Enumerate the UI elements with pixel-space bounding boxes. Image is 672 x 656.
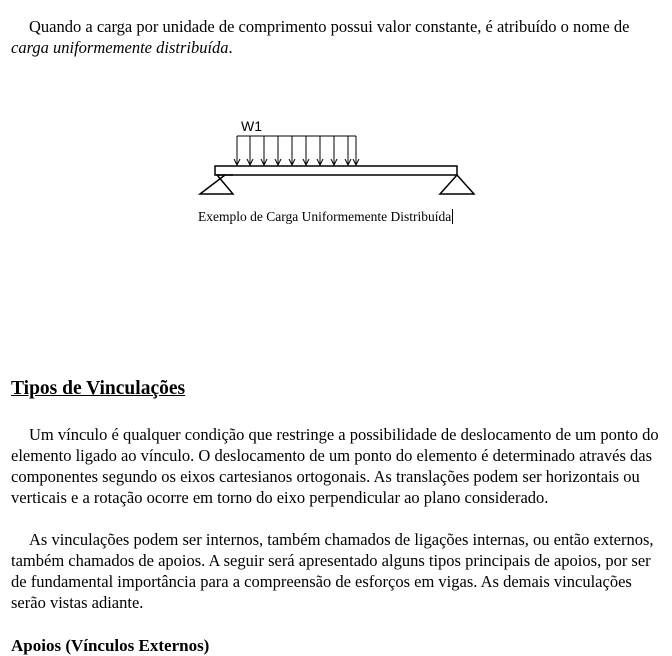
section-paragraph-2: As vinculações podem ser internos, também chamados de ligações internas, ou então externos, também chamados de apoios. A seguir será apresentado alguns tipos principais de apoios, por ser de fundamental importância para a compreensão de esforços em vigas. As demais vinculações serão vistas adiante. [11,530,654,612]
section-paragraph-1: Um vínculo é qualquer condição que restringe a possibilidade de deslocamento de um ponto do elemento ligado ao vínculo. O deslocamento de um ponto do elemento é determinado através das componentes segundo os eixos cartesianos ortogonais. As translações podem ser horizontais ou verticais e a rotação ocorre em torno do eixo perpendicular ao plano considerado. [11,425,659,507]
section-title: Tipos de Vinculações [11,378,186,399]
left-support-icon [200,175,233,194]
intro-period: . [228,38,233,57]
right-support-icon [440,175,474,194]
text-cursor [452,209,453,224]
load-label: W1 [241,118,262,134]
figure-caption-text: Exemplo de Carga Uniformemente Distribuída [198,209,452,224]
subsection-title: Apoios (Vínculos Externos) [11,636,210,655]
beam [215,166,457,175]
load-arrows [234,136,359,165]
intro-text: Quando a carga por unidade de comprimento possui valor constante, é atribuído o nome de [29,17,630,36]
figure-caption [198,209,453,225]
intro-paragraph [11,16,669,58]
intro-emphasis: carga uniformemente distribuída [11,38,229,57]
uniform-load-diagram [195,112,485,198]
beam-diagram-svg [195,112,485,198]
